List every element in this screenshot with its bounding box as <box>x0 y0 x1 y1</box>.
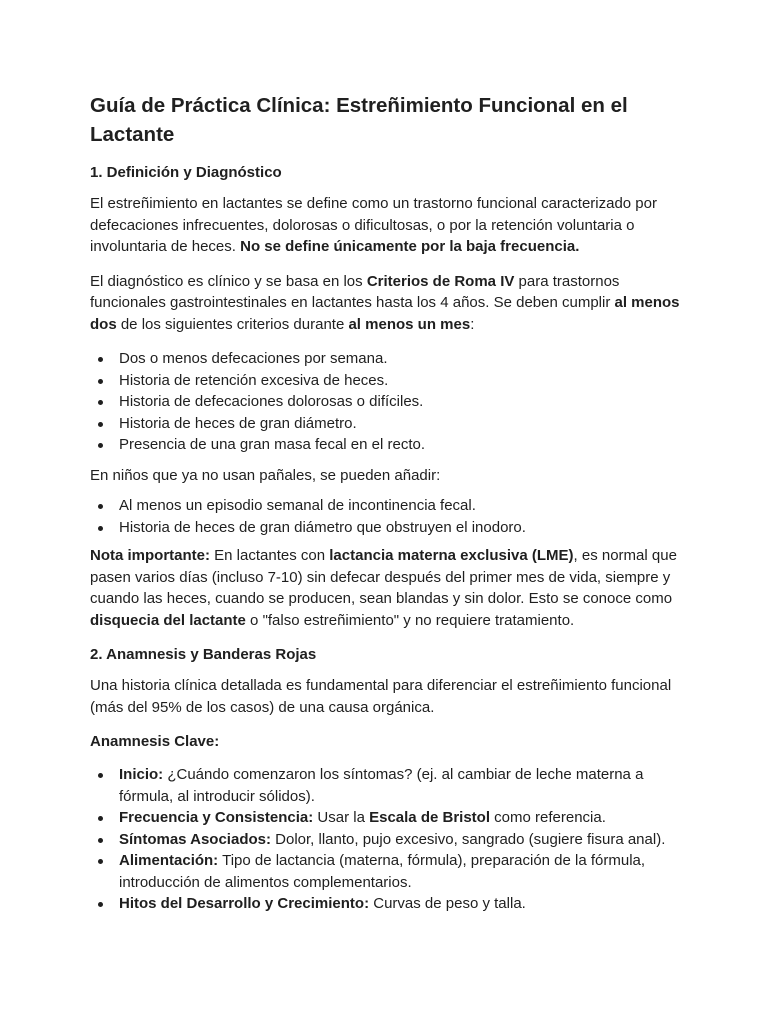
definition-emphasis: No se define únicamente por la baja frecuencia. <box>240 238 580 255</box>
bullet-icon <box>98 443 103 448</box>
bullet-icon <box>98 859 103 864</box>
bullet-icon <box>98 838 103 843</box>
rome-iv-emphasis: Criterios de Roma IV <box>366 272 515 290</box>
anamnesis-list <box>90 764 696 915</box>
list-item <box>90 391 696 413</box>
diagnosis-paragraph <box>90 271 696 336</box>
list-item-label: Frecuencia y Consistencia: <box>119 809 314 826</box>
note-text-2: , es normal que pasen varios días (incluso 7-10) sin defecar después del primer mes de vida, siempre y cuando las heces, cuando se producen, sean blandas y sin dolor. Esto se conoce como <box>90 547 677 607</box>
list-item-text: Curvas de peso y talla. <box>369 895 526 912</box>
list-item-text: Al menos un episodio semanal de incontinencia fecal. <box>119 497 476 514</box>
list-item <box>90 807 696 829</box>
list-item-text: Historia de defecaciones dolorosas o difíciles. <box>119 393 424 410</box>
list-item <box>90 829 696 851</box>
list-item-label: Hitos del Desarrollo y Crecimiento: <box>119 895 370 912</box>
bullet-icon <box>98 379 103 384</box>
list-item <box>90 517 696 539</box>
definition-paragraph <box>90 193 696 258</box>
list-item-text: Tipo de lactancia (materna, fórmula), preparación de la fórmula, introducción de alimentos complementarios. <box>119 852 646 891</box>
section-heading-definition: 1. Definición y Diagnóstico <box>90 164 282 181</box>
list-item-label: Inicio: <box>119 766 164 783</box>
diagnosis-text-2: para trastornos funcionales gastrointestinales en lactantes hasta los 4 años. Se deben cumplir <box>90 272 620 311</box>
bullet-icon <box>98 422 103 427</box>
bristol-scale-emphasis: Escala de Bristol <box>369 809 490 826</box>
diagnosis-text-3: de los siguientes criterios durante <box>116 315 349 333</box>
list-item-text: Dolor, llanto, pujo excesivo, sangrado (sugiere fisura anal). <box>270 830 666 848</box>
list-item-text: Historia de heces de gran diámetro que obstruyen el inodoro. <box>119 518 526 536</box>
list-item-text: Historia de heces de gran diámetro. <box>119 414 357 432</box>
list-item <box>90 370 696 392</box>
list-item-text: Presencia de una gran masa fecal en el recto. <box>119 436 426 453</box>
extra-criteria-list <box>90 495 696 538</box>
definition-text: El estreñimiento en lactantes se define como un trastorno funcional caracterizado por defecaciones infrecuentes, dolorosas o dificultosas, o por la retención voluntaria o involuntaria de heces. <box>90 195 657 255</box>
note-text-3: o "falso estreñimiento" y no requiere tratamiento. <box>245 611 575 629</box>
diagnosis-text-1: El diagnóstico es clínico y se basa en los <box>90 272 367 290</box>
list-item-text: Historia de retención excesiva de heces. <box>119 371 389 389</box>
bullet-icon <box>98 773 103 778</box>
note-label: Nota importante: <box>90 547 210 564</box>
rome-criteria-list <box>90 348 696 456</box>
bullet-icon <box>98 816 103 821</box>
list-item-label: Alimentación: <box>119 852 219 869</box>
list-item <box>90 413 696 435</box>
list-item-text: Dos o menos defecaciones por semana. <box>119 350 388 367</box>
list-item-text: como referencia. <box>490 809 606 826</box>
section-heading-anamnesis: 2. Anamnesis y Banderas Rojas <box>90 646 317 663</box>
bullet-icon <box>98 357 103 362</box>
important-note-paragraph <box>90 545 696 631</box>
bullet-icon <box>98 504 103 509</box>
list-item <box>90 850 696 893</box>
bullet-icon <box>98 400 103 405</box>
list-item-text: ¿Cuándo comenzaron los síntomas? (ej. al cambiar de leche materna a fórmula, al introducir sólidos). <box>119 766 644 805</box>
list-item-text: Usar la <box>313 809 370 826</box>
list-item <box>90 495 696 517</box>
dyschezia-emphasis: disquecia del lactante <box>90 611 246 629</box>
bullet-icon <box>98 526 103 531</box>
list-item <box>90 434 696 456</box>
lme-emphasis: lactancia materna exclusiva (LME) <box>329 547 574 564</box>
toilet-trained-paragraph: En niños que ya no usan pañales, se pueden añadir: <box>90 466 441 484</box>
list-item <box>90 348 696 370</box>
bullet-icon <box>98 902 103 907</box>
list-item <box>90 893 696 915</box>
diagnosis-text-4: : <box>470 315 475 333</box>
list-item-label: Síntomas Asociados: <box>119 830 271 848</box>
one-month-emphasis: al menos un mes <box>348 315 471 333</box>
at-least-two-emphasis: al menos dos <box>90 294 680 333</box>
note-text-1: En lactantes con <box>210 547 330 564</box>
list-item <box>90 764 696 807</box>
document-title: Guía de Práctica Clínica: Estreñimiento Funcional en el Lactante <box>90 94 628 146</box>
key-anamnesis-heading: Anamnesis Clave: <box>90 733 220 750</box>
anamnesis-paragraph: Una historia clínica detallada es fundamental para diferenciar el estreñimiento funcional (más del 95% de los casos) de una causa orgánica. <box>90 677 672 716</box>
